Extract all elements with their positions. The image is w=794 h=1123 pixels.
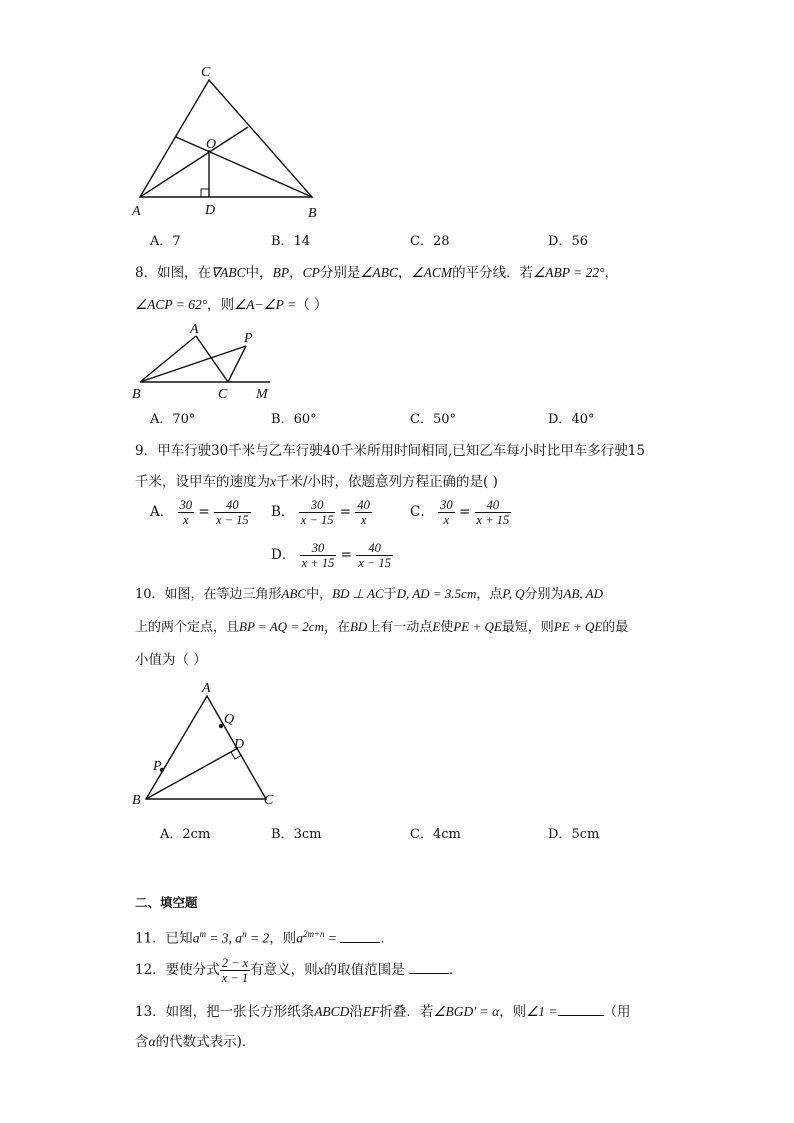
q11-stem: 11．已知$a^m = 3$, $a^n = 2$，则$a^{2m+n}$ = ． xyxy=(135,929,394,947)
q10-triangle-abc xyxy=(146,696,266,799)
q7-option-c[interactable]: C．28 xyxy=(410,234,450,249)
q10-label-q: Q xyxy=(224,712,235,727)
q7-label-c: C xyxy=(201,65,211,80)
q10-option-b[interactable]: B．3cm xyxy=(271,827,322,842)
q7-label-d: D xyxy=(205,203,216,218)
q12-stem: 12．要使分式 $\frac{2 - x}{x - 1}$ 有意义，则x的取值范围是 ． xyxy=(135,956,463,985)
q10-label-a: A xyxy=(202,681,211,696)
q10-label-p: P xyxy=(153,759,162,774)
q8-option-d[interactable]: D．40° xyxy=(548,412,595,427)
q9-stem-line2: 千米，设甲车的速度为x千米/小时，依题意列方程正确的是( ) xyxy=(135,474,498,490)
q7-option-a[interactable]: A．7 xyxy=(150,234,181,249)
q8-line-ac xyxy=(196,336,228,382)
q10-stem-line3: 小值为（ ） xyxy=(135,652,207,668)
q10-option-a[interactable]: A．2cm xyxy=(160,827,211,842)
section-fill-in-title: 二、填空题 xyxy=(135,895,198,910)
q10-label-b: B xyxy=(132,793,141,808)
q8-line-ba xyxy=(140,336,196,382)
q8-stem-line1: 8．如图，在∇ABC中，BP，CP分别是∠ABC，∠ACM的平分线．若∠ABP = 22°， xyxy=(135,265,618,281)
q8-option-c[interactable]: C．50° xyxy=(410,412,456,427)
q8-stem-line2: ∠ACP = 62°，则∠A−∠P =（ ） xyxy=(135,297,328,313)
q7-right-angle-mark xyxy=(201,189,209,197)
q10-label-c: C xyxy=(264,793,274,808)
q9-options xyxy=(150,498,770,588)
q9-stem-line1: 9．甲车行驶30千米与乙车行驶40千米所用时间相同,已知乙车每小时比甲车多行驶15 xyxy=(135,443,645,459)
q9-option-a[interactable]: A． $\frac{30}{x}$ = $\frac{40}{x - 15}$ xyxy=(150,498,249,527)
q11-answer-blank[interactable] xyxy=(340,930,380,943)
q10-figure xyxy=(128,678,288,810)
q12-answer-blank[interactable] xyxy=(409,961,449,974)
q7-bisector-b xyxy=(176,137,312,197)
q9-option-b[interactable]: B． $\frac{30}{x - 15}$ = $\frac{40}{x}$ xyxy=(271,498,370,527)
q7-triangle-figure xyxy=(128,62,328,224)
q10-option-d[interactable]: D．5cm xyxy=(548,827,600,842)
q10-point-q xyxy=(219,724,223,728)
q9-option-d[interactable]: D． $\frac{30}{x + 15}$ = $\frac{40}{x - 15}$ xyxy=(271,541,391,570)
q8-figure xyxy=(128,320,288,402)
q10-option-c[interactable]: C．4cm xyxy=(410,827,461,842)
q10-stem-line1: 10．如图，在等边三角形ABC中，BD ⊥ AC于D, AD = 3.5cm，点P, Q分别为AB, AD xyxy=(135,586,604,602)
q8-option-a[interactable]: A．70° xyxy=(150,412,196,427)
q13-answer-blank[interactable] xyxy=(558,1003,604,1016)
q8-label-a: A xyxy=(190,322,199,337)
q7-label-b: B xyxy=(308,206,317,221)
q8-option-b[interactable]: B．60° xyxy=(271,412,317,427)
q8-label-b: B xyxy=(132,387,141,402)
q7-option-d[interactable]: D．56 xyxy=(548,234,588,249)
q13-stem-line2: 含α的代数式表示)． xyxy=(135,1034,256,1050)
q10-stem-line2: 上的两个定点，且BP = AQ = 2cm，在BD上有一动点E使PE + QE最短，则PE + QE的最 xyxy=(135,619,629,635)
q7-label-o: O xyxy=(206,137,217,152)
q8-label-c: C xyxy=(218,387,228,402)
q13-stem-line1: 13．如图，把一张长方形纸条ABCD沿EF折叠．若∠BGD′ = α，则∠1 = （用 xyxy=(135,1004,631,1020)
q9-option-c[interactable]: C． $\frac{30}{x}$ = $\frac{40}{x + 15}$ xyxy=(410,498,510,527)
q8-label-p: P xyxy=(244,331,253,346)
q7-option-b[interactable]: B．14 xyxy=(271,234,311,249)
q10-label-d: D xyxy=(234,737,245,752)
q8-label-m: M xyxy=(256,387,268,402)
q7-label-a: A xyxy=(132,204,141,219)
